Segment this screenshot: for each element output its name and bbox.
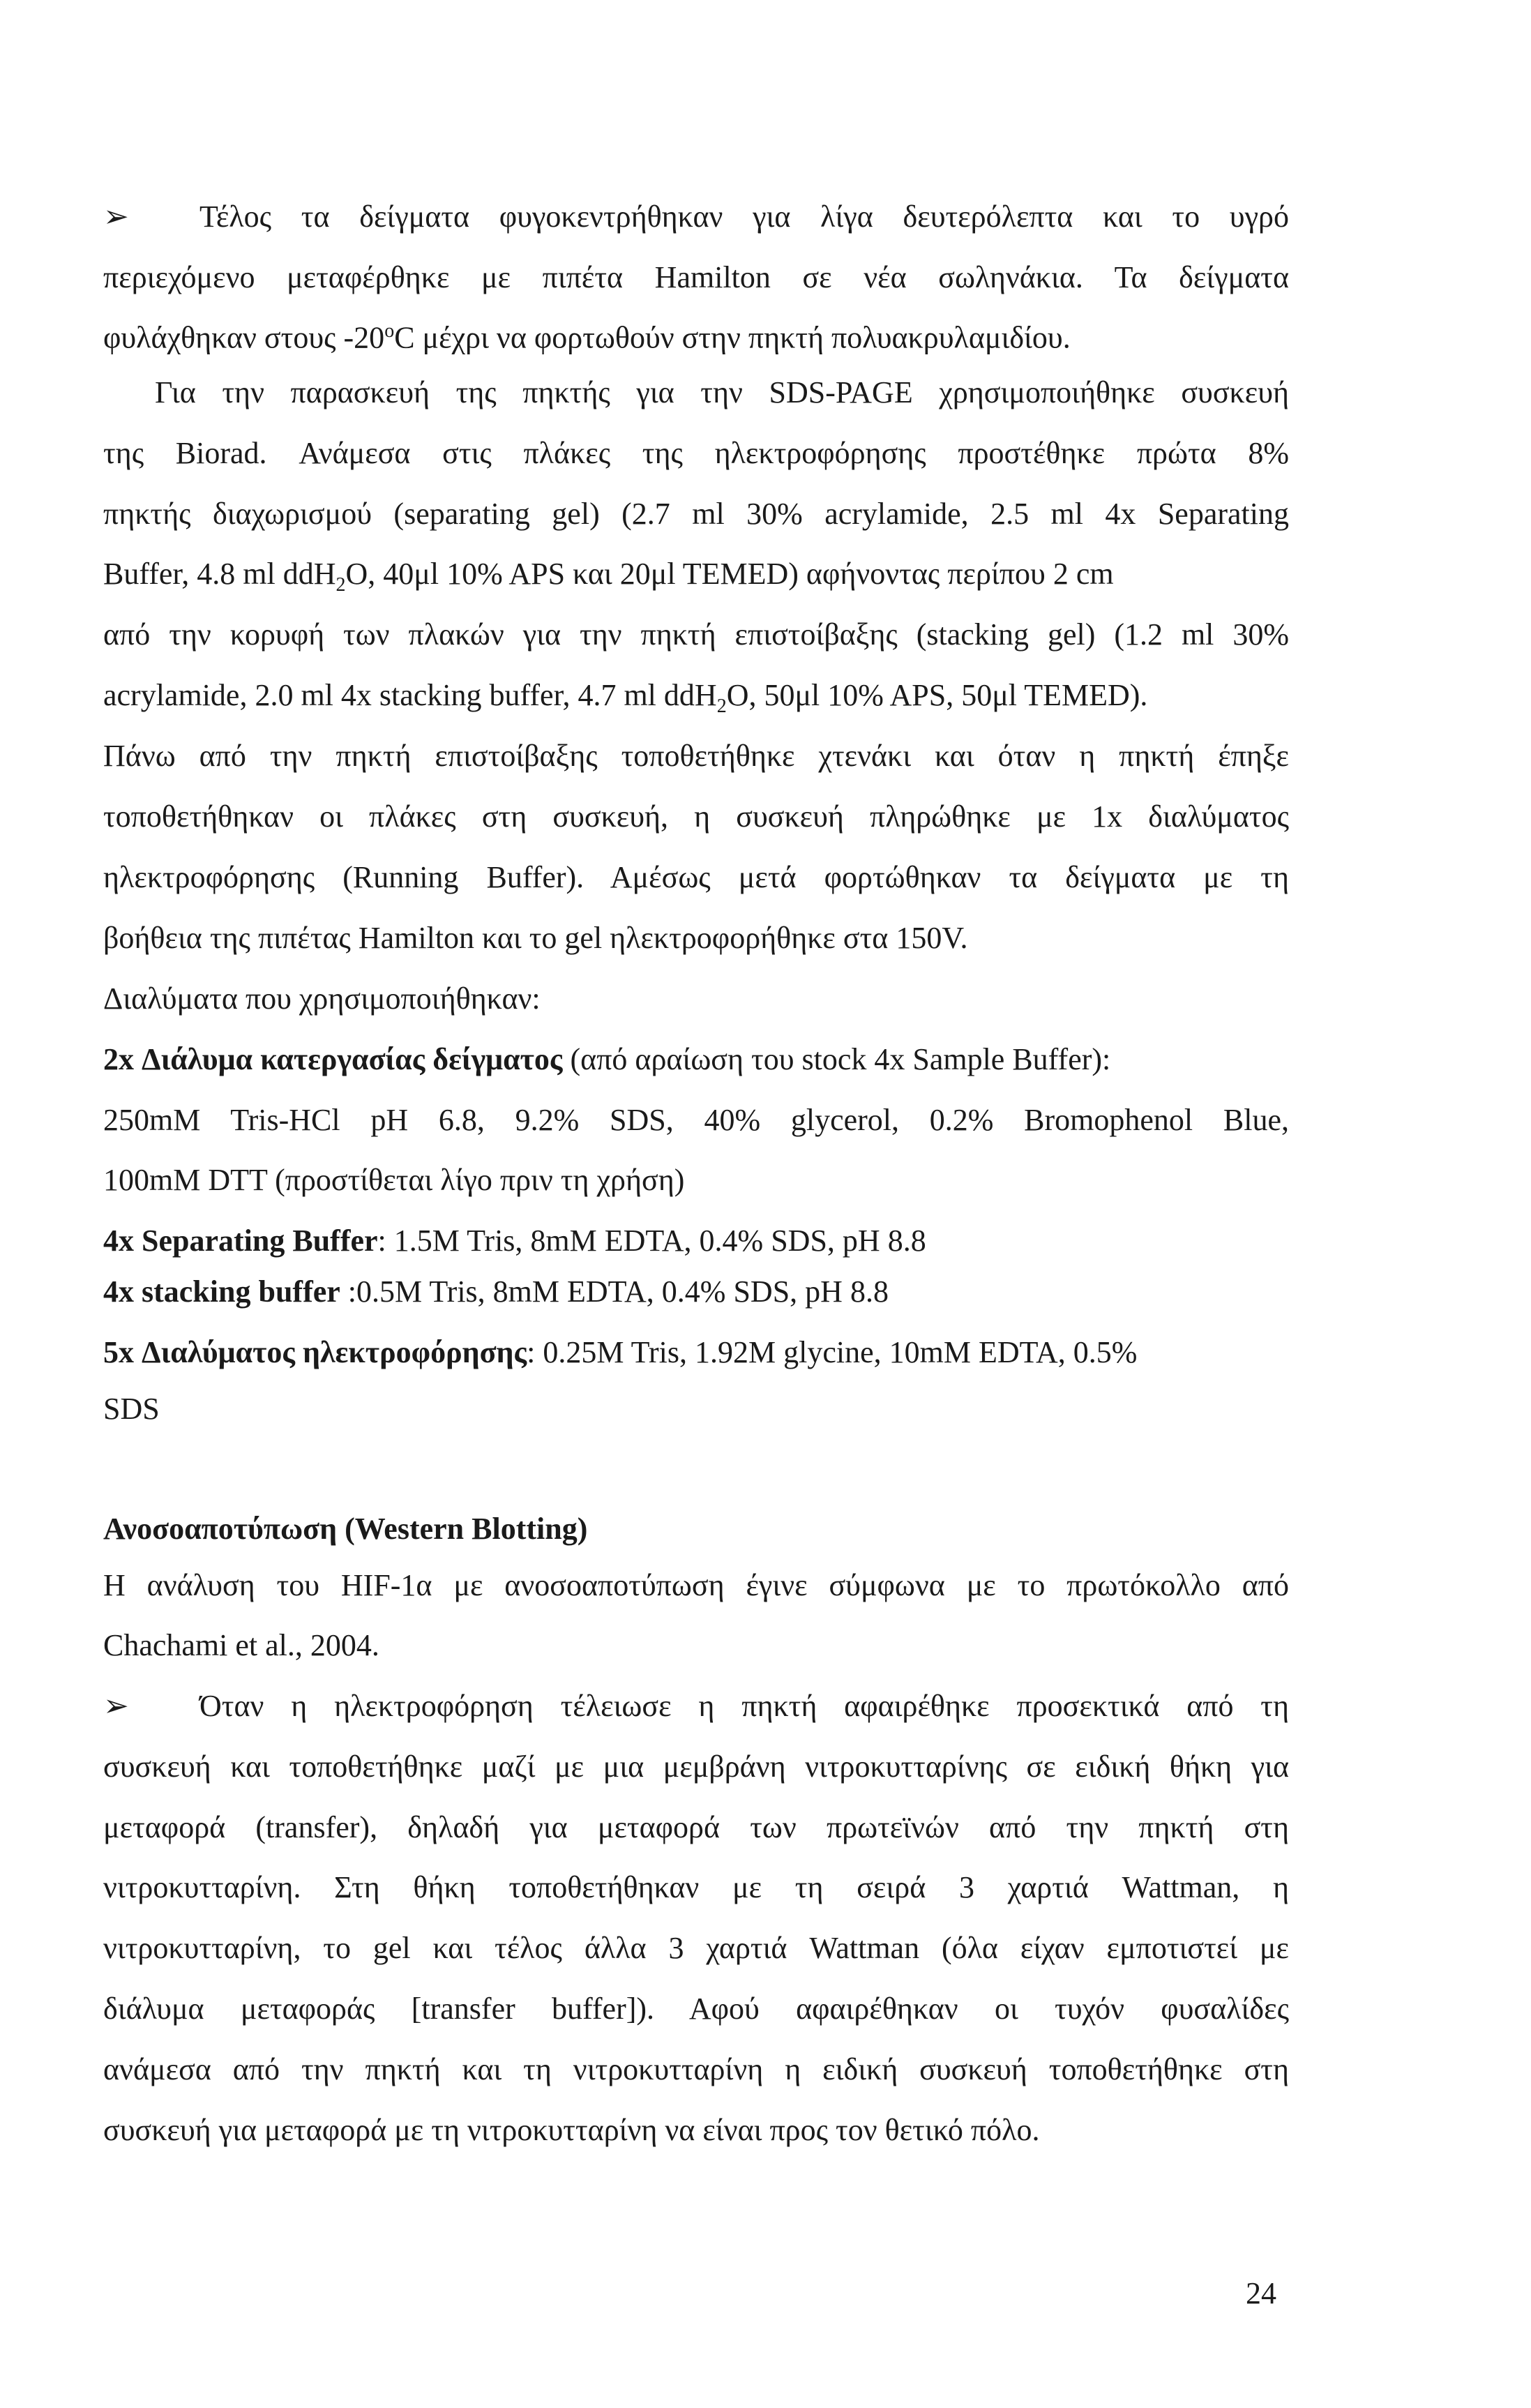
p2-line-4-text-b: O, 40μl 10% APS και 20μl TEMED) αφήνοντας περίπου 2 cm xyxy=(345,557,1114,591)
solution-2-name: 4x Separating Buffer xyxy=(103,1224,378,1258)
solution-4-name: 5x Διαλύματος ηλεκτροφόρησης xyxy=(103,1335,527,1369)
p2-line-4 xyxy=(103,555,1289,605)
p3-line-6: διάλυμα μεταφοράς [transfer buffer]). Αφού αφαιρέθηκαν οι τυχόν φυσαλίδες xyxy=(103,1992,1289,2026)
solution-1-name: 2x Διάλυμα κατεργασίας δείγματος xyxy=(103,1042,563,1076)
western-line-1: Η ανάλυση του HIF-1α με ανοσοαποτύπωση έγινε σύμφωνα με το πρωτόκολλο από xyxy=(103,1568,1289,1602)
page-number: 24 xyxy=(1246,2276,1276,2310)
solution-1-line-2: 250mM Tris-HCl pH 6.8, 9.2% SDS, 40% glycerol, 0.2% Bromophenol Blue, xyxy=(103,1103,1289,1137)
solution-1-desc: (από αραίωση του stock 4x Sample Buffer): xyxy=(562,1042,1111,1076)
subscript-2: 2 xyxy=(716,695,727,717)
p2-line-6-text: acrylamide, 2.0 ml 4x stacking buffer, 4.7 ml ddH xyxy=(103,678,717,712)
arrow-bullet-icon: ➢ xyxy=(103,200,129,234)
solution-2 xyxy=(103,1221,1289,1261)
p3-line-4: νιτροκυτταρίνη. Στη θήκη τοποθετήθηκαν με τη σειρά 3 χαρτιά Wattman, η xyxy=(103,1870,1289,1904)
solution-1-line-3: 100mM DTT (προστίθεται λίγο πριν τη χρήση) xyxy=(103,1163,685,1197)
p1-line-3 xyxy=(103,312,1289,358)
p2-line-2: της Biorad. Ανάμεσα στις πλάκες της ηλεκτροφόρησης προστέθηκε πρώτα 8% xyxy=(103,436,1289,470)
p2-line-9: ηλεκτροφόρησης (Running Buffer). Αμέσως μετά φορτώθηκαν τα δείγματα με τη xyxy=(103,860,1289,894)
p1-line-3-text-b: C μέχρι να φορτωθούν στην πηκτή πολυακρυλαμιδίου. xyxy=(394,320,1071,355)
p2-line-5: από την κορυφή των πλακών για την πηκτή επιστοίβαξης (stacking gel) (1.2 ml 30% xyxy=(103,617,1289,652)
p1-line-3-text: φυλάχθηκαν στους -20 xyxy=(103,320,385,355)
p2-line-6 xyxy=(103,676,1289,726)
p3-line-3: μεταφορά (transfer), δηλαδή για μεταφορά των πρωτεϊνών από την πηκτή στη xyxy=(103,1810,1289,1844)
solutions-heading: Διαλύματα που χρησιμοποιήθηκαν: xyxy=(103,981,541,1016)
p2-line-3: πηκτής διαχωρισμού (separating gel) (2.7 ml 30% acrylamide, 2.5 ml 4x Separating xyxy=(103,497,1289,531)
p2-line-8: τοποθετήθηκαν οι πλάκες στη συσκευή, η συσκευή πληρώθηκε με 1x διαλύματος xyxy=(103,799,1289,834)
solution-4-line-2: SDS xyxy=(103,1392,160,1426)
western-line-2: Chachami et al., 2004. xyxy=(103,1628,379,1662)
p2-line-6-text-b: O, 50μl 10% APS, 50μl TEMED). xyxy=(726,678,1148,712)
solution-1 xyxy=(103,1040,1289,1079)
p3-line-1: Όταν η ηλεκτροφόρηση τέλειωσε η πηκτή αφαιρέθηκε προσεκτικά από τη xyxy=(199,1689,1289,1723)
solution-3-desc: :0.5M Tris, 8mM EDTA, 0.4% SDS, pH 8.8 xyxy=(340,1274,889,1309)
p3-line-2: συσκευή και τοποθετήθηκε μαζί με μια μεμβράνη νιτροκυτταρίνης σε ειδική θήκη για xyxy=(103,1749,1289,1784)
p1-line-2: περιεχόμενο μεταφέρθηκε με πιπέτα Hamilton σε νέα σωληνάκια. Τα δείγματα xyxy=(103,260,1289,294)
degree-sup: o xyxy=(384,320,395,342)
p3-line-7: ανάμεσα από την πηκτή και τη νιτροκυτταρίνη η ειδική συσκευή τοποθετήθηκε στη xyxy=(103,2052,1289,2086)
p2-line-10: βοήθεια της πιπέτας Hamilton και το gel ηλεκτροφορήθηκε στα 150V. xyxy=(103,921,968,955)
solution-4-desc: : 0.25M Tris, 1.92M glycine, 10mM EDTA, 0.5% xyxy=(527,1335,1138,1369)
solution-3 xyxy=(103,1272,1289,1311)
solution-2-desc: : 1.5M Tris, 8mM EDTA, 0.4% SDS, pH 8.8 xyxy=(377,1224,926,1258)
p3-line-8: συσκευή για μεταφορά με τη νιτροκυτταρίνη να είναι προς τον θετικό πόλο. xyxy=(103,2113,1040,2147)
arrow-bullet-icon: ➢ xyxy=(103,1689,129,1723)
p3-line-5: νιτροκυτταρίνη, το gel και τέλος άλλα 3 χαρτιά Wattman (όλα είχαν εμποτιστεί με xyxy=(103,1931,1289,1965)
solution-4 xyxy=(103,1333,1289,1372)
solution-3-name: 4x stacking buffer xyxy=(103,1274,340,1309)
p2-line-1: Για την παρασκευή της πηκτής για την SDS-PAGE χρησιμοποιήθηκε συσκευή xyxy=(155,375,1289,409)
p1-line-1: Τέλος τα δείγματα φυγοκεντρήθηκαν για λίγα δευτερόλεπτα και το υγρό xyxy=(199,200,1289,234)
subscript-2: 2 xyxy=(335,573,346,596)
p2-line-7: Πάνω από την πηκτή επιστοίβαξης τοποθετήθηκε χτενάκι και όταν η πηκτή έπηξε xyxy=(103,739,1289,773)
p2-line-4-text: Buffer, 4.8 ml ddH xyxy=(103,557,336,591)
section-heading-western: Ανοσοαποτύπωση (Western Blotting) xyxy=(103,1512,588,1546)
